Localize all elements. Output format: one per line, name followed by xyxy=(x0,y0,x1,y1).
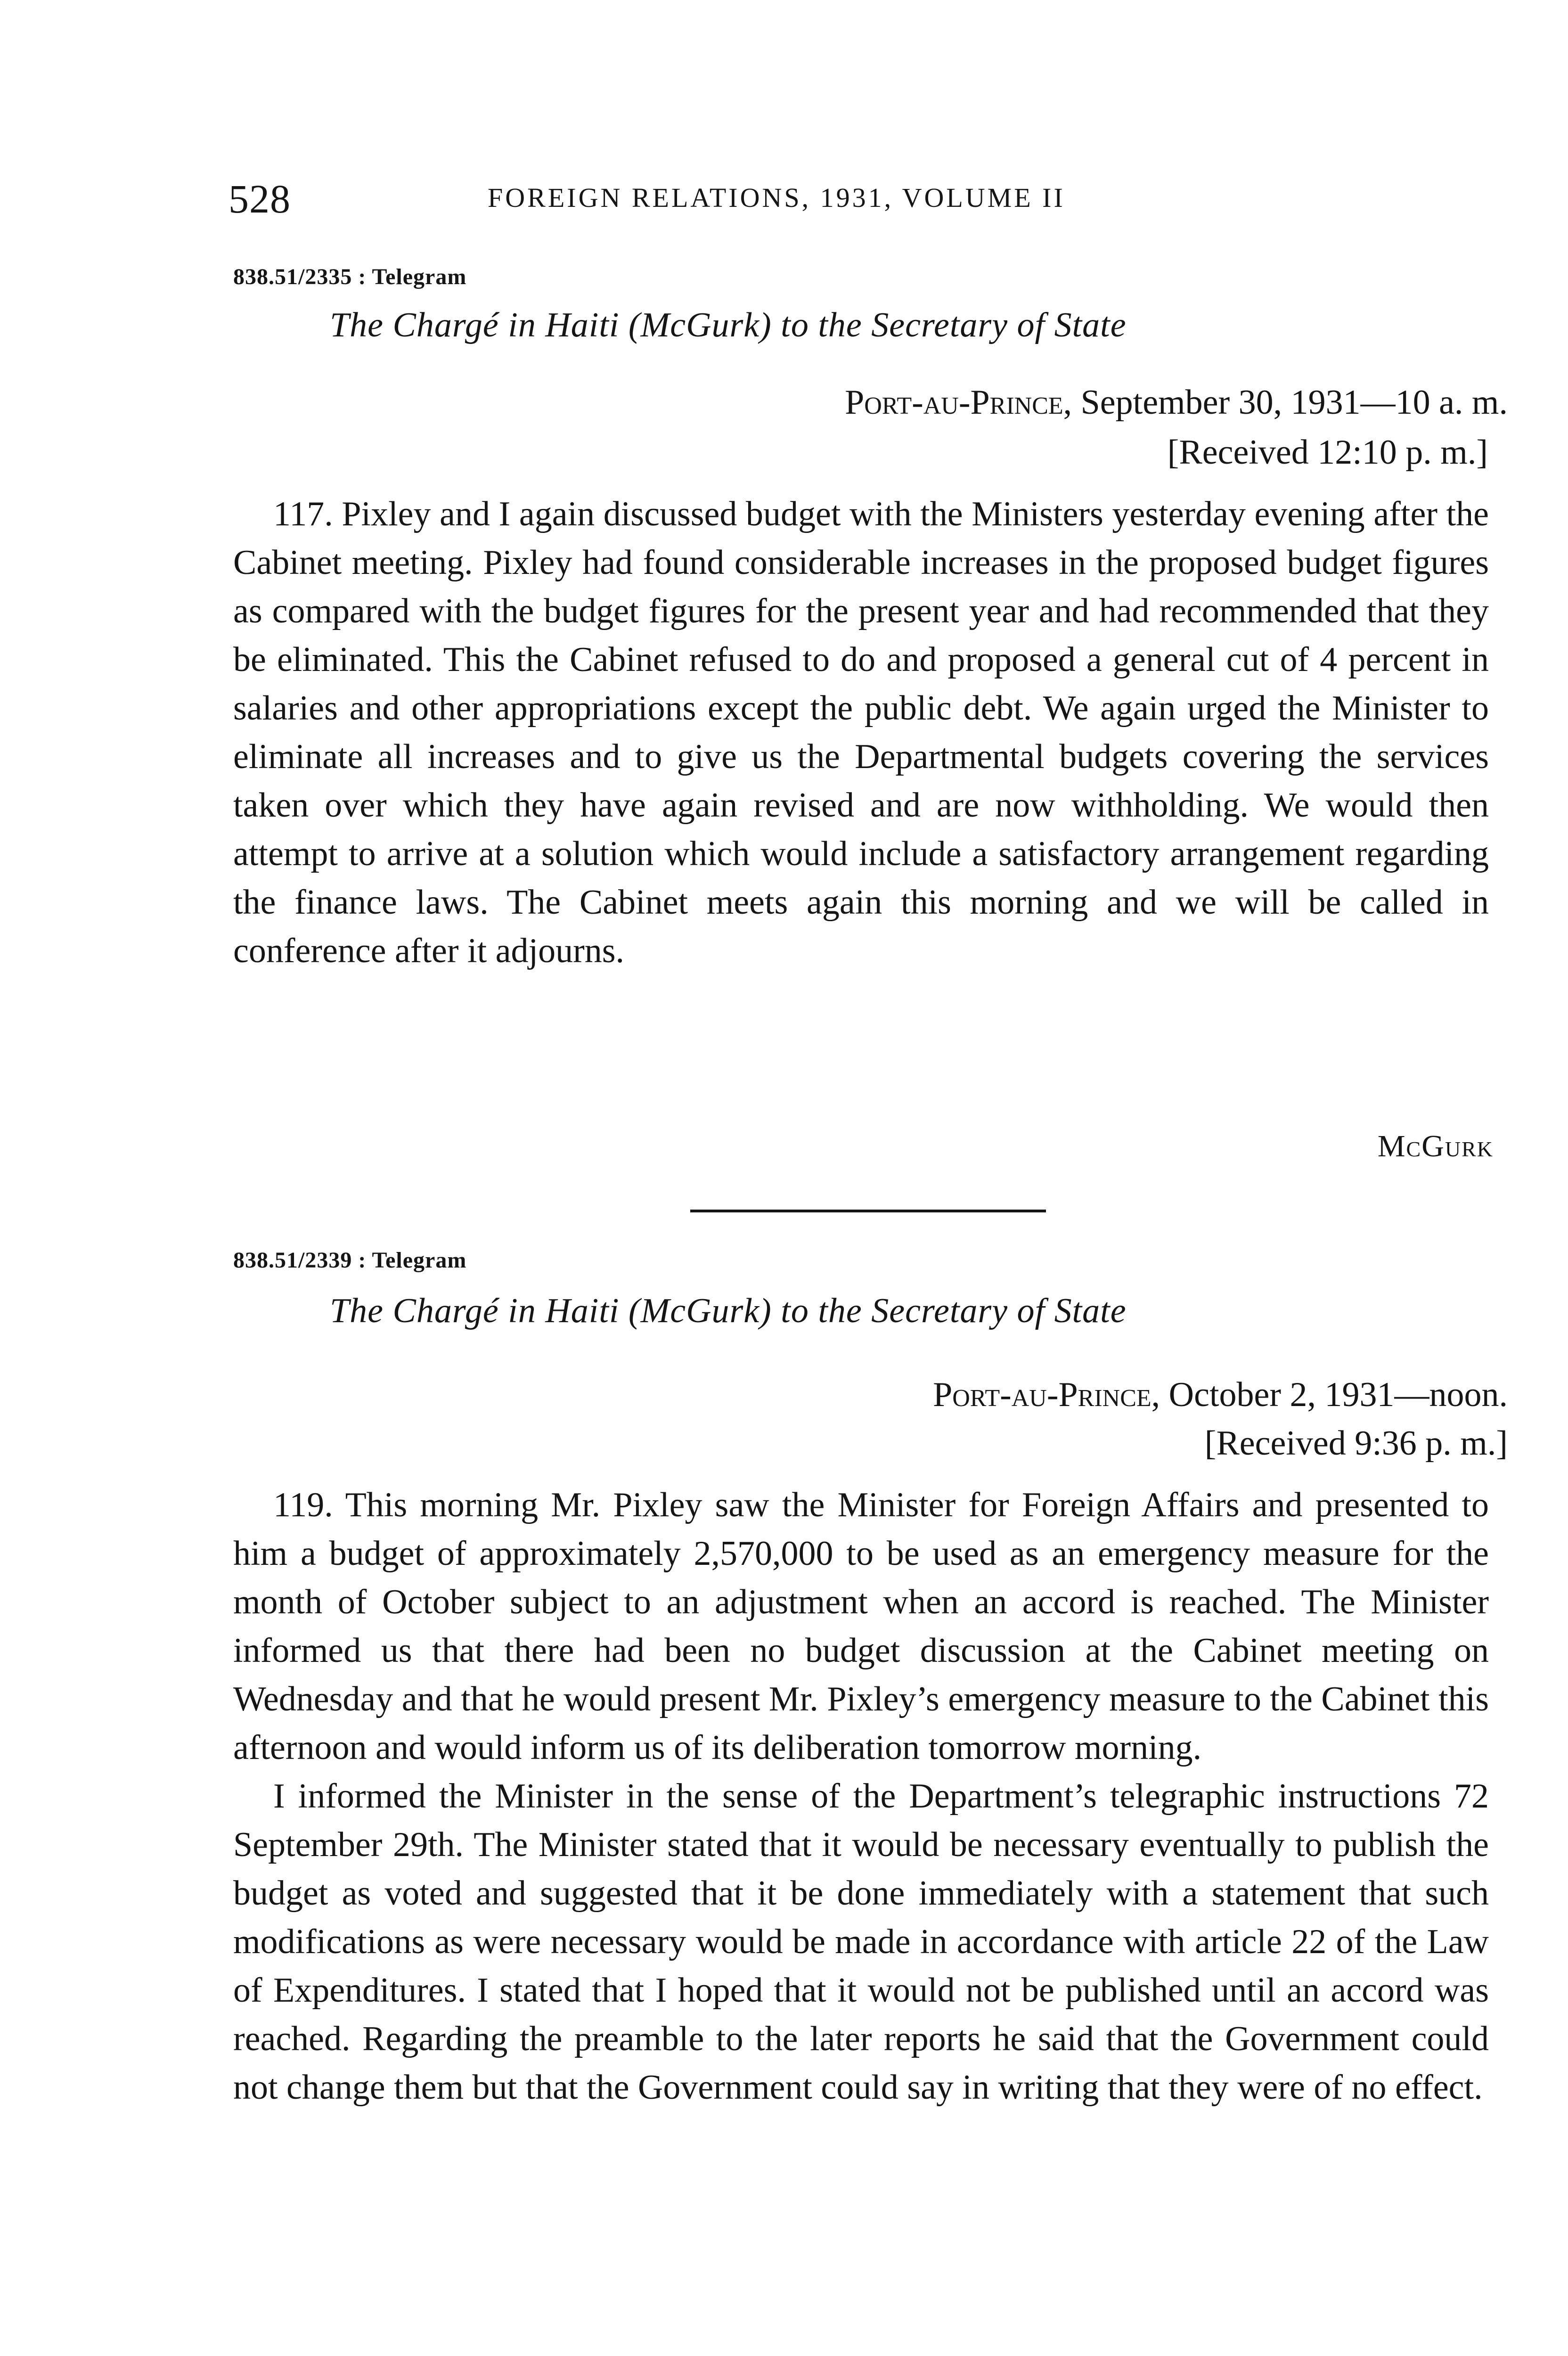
received-note: [Received 12:10 p. m.] xyxy=(1167,433,1488,472)
dateline-place: Port-au-Prince, xyxy=(845,383,1072,422)
file-reference: 838.51/2335 : Telegram xyxy=(233,264,467,289)
received-note: [Received 9:36 p. m.] xyxy=(1204,1424,1508,1463)
dateline xyxy=(845,383,1508,423)
section-divider xyxy=(690,1210,1046,1212)
telegram-body xyxy=(233,1481,1489,2112)
dateline xyxy=(933,1375,1508,1415)
document-title: The Chargé in Haiti (McGurk) to the Secretary of State xyxy=(330,1292,1127,1330)
paragraph: 119. This morning Mr. Pixley saw the Minister for Foreign Affairs and presented to him a budget of approximately 2,570,000 to be used as an emergency measure for the month of October subject to an adjustment when an accord is reached. The Minister informed us that there had been no budget discussion at the Cabinet meeting on Wednesday and that he would present Mr. Pixley’s emergency measure to the Cabinet this afternoon and would inform us of its deliberation tomorrow morning. xyxy=(233,1486,1489,1767)
page-number: 528 xyxy=(229,176,291,221)
running-head xyxy=(229,175,1501,227)
dateline-place: Port-au-Prince, xyxy=(933,1375,1160,1414)
running-title: FOREIGN RELATIONS, 1931, VOLUME II xyxy=(488,182,1065,213)
paragraph: I informed the Minister in the sense of the Department’s telegraphic instructions 72 September 29th. The Minister stated that it would be necessary eventually to publish the budget as voted and suggested that it be done immediately with a statement that such modifications as were necessary would be made in accordance with article 22 of the Law of Expenditures. I stated that I hoped that it would not be published until an accord was reached. Regarding the preamble to the later reports he said that the Government could not change them but that the Government could say in writing that they were of no effect. xyxy=(233,1777,1489,2107)
signature: McGurk xyxy=(1377,1129,1494,1163)
document-title: The Chargé in Haiti (McGurk) to the Secretary of State xyxy=(330,306,1127,344)
paragraph: 117. Pixley and I again discussed budget with the Ministers yesterday evening after the Cabinet meeting. Pixley had found considerable increases in the proposed budget figures as compared with the budget figures for the present year and had recommended that they be eliminated. This the Cabinet refused to do and proposed a general cut of 4 percent in salaries and other appropriations except the public debt. We again urged the Minister to eliminate all increases and to give us the Departmental budgets covering the services taken over which they have again revised and are now withholding. We would then attempt to arrive at a solution which would include a satisfactory arrangement regarding the finance laws. The Cabinet meets again this morning and we will be called in conference after it adjourns. xyxy=(233,495,1489,970)
telegram-body xyxy=(233,490,1489,975)
dateline-date: October 2, 1931—noon. xyxy=(1168,1375,1508,1414)
file-reference: 838.51/2339 : Telegram xyxy=(233,1248,467,1273)
dateline-date: September 30, 1931—10 a. m. xyxy=(1080,383,1508,422)
